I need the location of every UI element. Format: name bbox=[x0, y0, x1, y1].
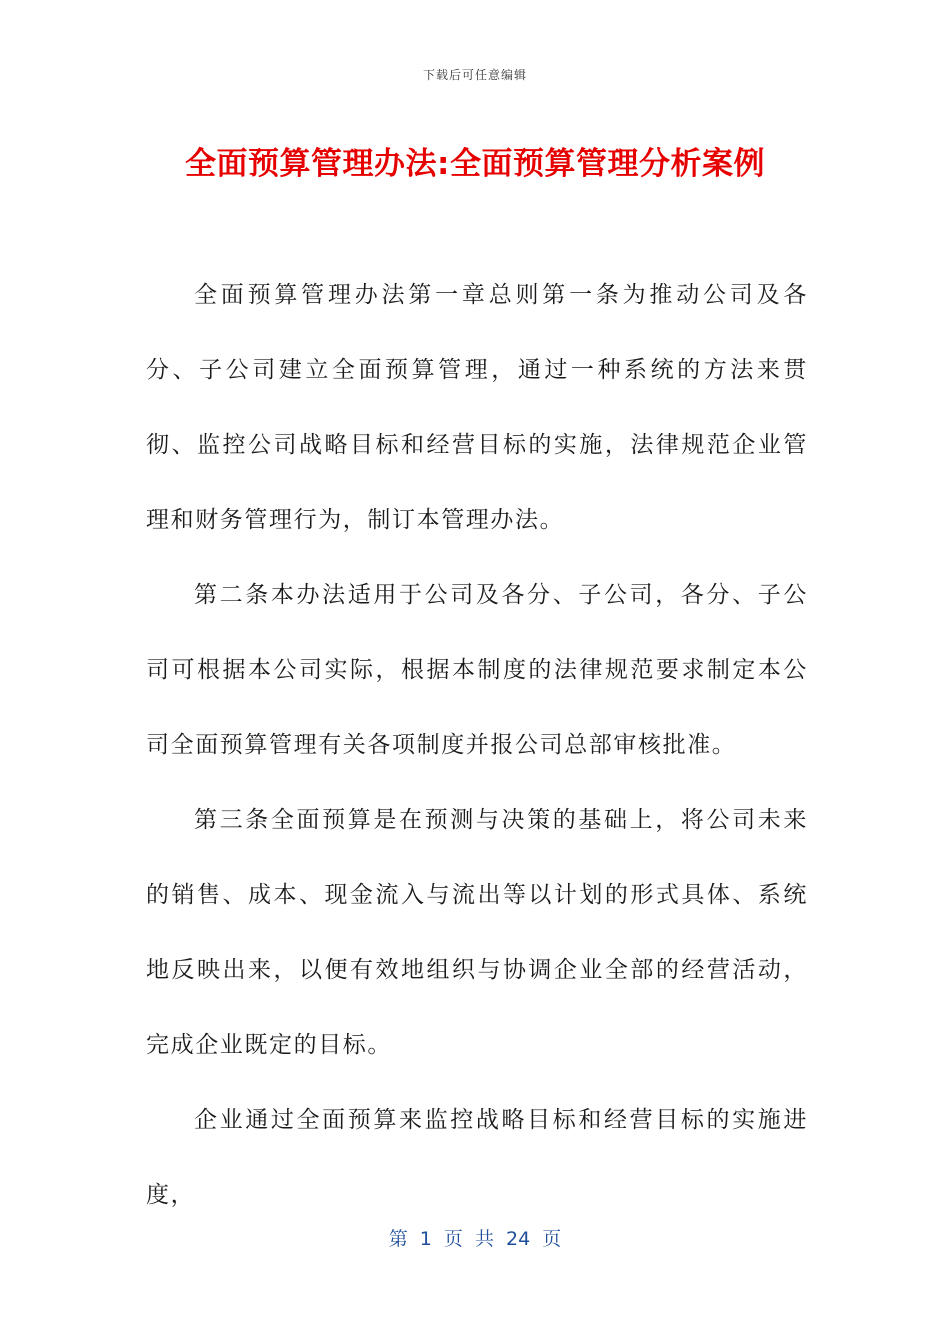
document-title: 全面预算管理办法:全面预算管理分析案例 bbox=[185, 146, 765, 182]
paragraph-4: 企业通过全面预算来监控战略目标和经营目标的实施进度， bbox=[146, 1107, 808, 1208]
current-page-number: 1 bbox=[419, 1228, 432, 1250]
paragraph-2: 第二条本办法适用于公司及各分、子公司，各分、子公司可根据本公司实际，根据本制度的法律规范要求制定本公司全面预算管理有关各项制度并报公司总部审核批准。 bbox=[146, 582, 808, 758]
page-footer bbox=[0, 1224, 950, 1251]
paragraph-3: 第三条全面预算是在预测与决策的基础上，将公司未来的销售、成本、现金流入与流出等以计划的形式具体、系统地反映出来，以便有效地组织与协调企业全部的经营活动，完成企业既定的目标。 bbox=[146, 807, 808, 1058]
header-note: 下载后可任意编辑 bbox=[422, 68, 527, 82]
document-body bbox=[146, 258, 808, 1233]
footer-prefix: 第 bbox=[388, 1228, 408, 1250]
footer-suffix: 页 bbox=[542, 1228, 562, 1250]
footer-middle: 页 共 bbox=[443, 1228, 494, 1250]
total-page-count: 24 bbox=[506, 1228, 531, 1250]
paragraph-1: 全面预算管理办法第一章总则第一条为推动公司及各分、子公司建立全面预算管理，通过一种系统的方法来贯彻、监控公司战略目标和经营目标的实施，法律规范企业管理和财务管理行为，制订本管理办法。 bbox=[146, 282, 808, 533]
